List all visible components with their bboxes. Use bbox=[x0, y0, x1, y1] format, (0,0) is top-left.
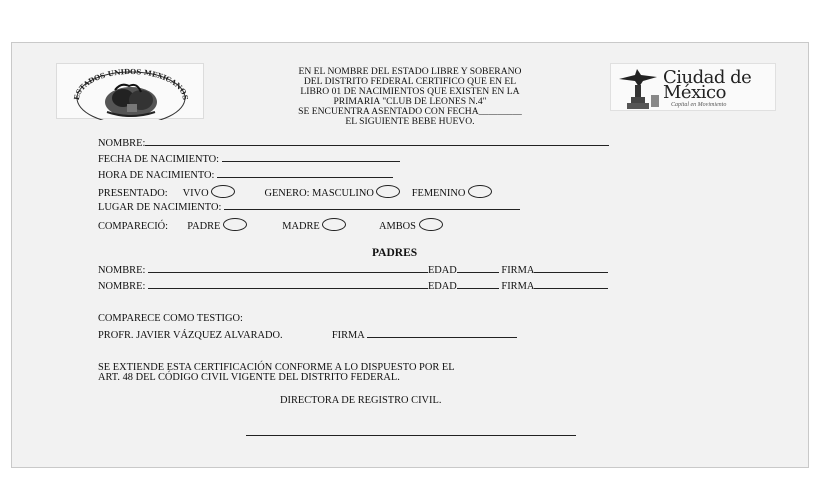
padre-label: PADRE bbox=[187, 221, 221, 232]
testigo-firma-field[interactable] bbox=[367, 329, 517, 338]
lugar-row bbox=[98, 201, 520, 214]
header-line: EL SIGUIENTE BEBE HUEVO. bbox=[345, 116, 475, 127]
femenino-radio[interactable] bbox=[468, 185, 492, 198]
lugar-label: LUGAR DE NACIMIENTO: bbox=[98, 202, 222, 213]
padre-nombre-label: NOMBRE: bbox=[98, 265, 146, 276]
header-line: DEL DISTRITO FEDERAL CERTIFICO QUE EN EL bbox=[303, 76, 517, 87]
padre-nombre-row-1 bbox=[98, 264, 608, 277]
edad-label: EDAD bbox=[427, 281, 457, 292]
firma-field[interactable] bbox=[534, 264, 608, 273]
padres-title: PADRES bbox=[372, 247, 418, 259]
testigo-firma-label: FIRMA bbox=[331, 330, 365, 341]
ciudad-de-mexico-logo bbox=[610, 63, 776, 111]
fecha-field[interactable] bbox=[222, 153, 400, 162]
vivo-radio[interactable] bbox=[211, 185, 235, 198]
svg-text:ESTADOS UNIDOS MEXICANOS: ESTADOS UNIDOS MEXICANOS bbox=[71, 66, 191, 101]
header-line: LIBRO 01 DE NACIMIENTOS QUE EXISTEN EN LA bbox=[300, 86, 520, 97]
testigo-name: PROFR. JAVIER VÁZQUEZ ALVARADO. bbox=[98, 330, 283, 341]
certification-line-2: ART. 48 DEL CÓDIGO CIVIL VIGENTE DEL DISTRITO FEDERAL. bbox=[98, 372, 400, 383]
signer-title: DIRECTORA DE REGISTRO CIVIL. bbox=[280, 395, 442, 406]
lugar-field[interactable] bbox=[224, 201, 520, 210]
comparecio-row bbox=[98, 218, 443, 233]
presentado-row bbox=[98, 185, 492, 200]
vivo-label: VIVO bbox=[182, 188, 209, 199]
edad-field[interactable] bbox=[457, 264, 499, 273]
certificate-sheet bbox=[11, 42, 809, 468]
testigo-label: COMPARECE COMO TESTIGO: bbox=[98, 313, 243, 324]
femenino-label: FEMENINO bbox=[411, 188, 466, 199]
padre-radio[interactable] bbox=[223, 218, 247, 231]
padre-nombre-field[interactable] bbox=[148, 264, 428, 273]
header-line: EN EL NOMBRE DEL ESTADO LIBRE Y SOBERANO bbox=[298, 66, 522, 77]
nombre-row bbox=[98, 137, 609, 150]
nombre-label: NOMBRE: bbox=[98, 138, 146, 149]
madre-nombre-field[interactable] bbox=[148, 280, 428, 289]
testigo-row bbox=[98, 329, 517, 342]
cdmx-tagline: Capital en Movimiento bbox=[671, 102, 727, 108]
hora-field[interactable] bbox=[217, 169, 393, 178]
madre-nombre-label: NOMBRE: bbox=[98, 281, 146, 292]
eagle-seal-icon bbox=[57, 64, 205, 120]
comparecio-label: COMPARECIÓ: bbox=[98, 221, 169, 232]
ambos-label: AMBOS bbox=[379, 221, 416, 232]
ambos-radio[interactable] bbox=[419, 218, 443, 231]
nombre-field[interactable] bbox=[145, 137, 609, 146]
hora-label: HORA DE NACIMIENTO: bbox=[98, 170, 215, 181]
signature-line[interactable] bbox=[246, 435, 576, 436]
fecha-label: FECHA DE NACIMIENTO: bbox=[98, 154, 220, 165]
madre-label: MADRE bbox=[282, 221, 320, 232]
fecha-row bbox=[98, 153, 400, 166]
genero-label: GENERO: MASCULINO bbox=[264, 188, 374, 199]
masculino-radio[interactable] bbox=[376, 185, 400, 198]
firma-label: FIRMA bbox=[501, 265, 535, 276]
edad-label: EDAD bbox=[427, 265, 457, 276]
mexico-seal-logo bbox=[56, 63, 204, 119]
cdmx-logo-text: Ciudad de México bbox=[663, 67, 752, 103]
certification-line-1: SE EXTIENDE ESTA CERTIFICACIÓN CONFORME A LO DISPUESTO POR EL bbox=[98, 362, 455, 373]
madre-radio[interactable] bbox=[322, 218, 346, 231]
firma-label: FIRMA bbox=[501, 281, 535, 292]
presentado-label: PRESENTADO: bbox=[98, 188, 168, 199]
header-line: PRIMARIA "CLUB DE LEONES N.4" bbox=[333, 96, 487, 107]
angel-monument-icon bbox=[613, 65, 663, 111]
header-line: SE ENCUENTRA ASENTADO CON FECHA_________ bbox=[298, 106, 522, 117]
hora-row bbox=[98, 169, 393, 182]
padre-nombre-row-2 bbox=[98, 280, 608, 293]
edad-field[interactable] bbox=[457, 280, 499, 289]
certificate-header bbox=[222, 67, 598, 127]
firma-field[interactable] bbox=[534, 280, 608, 289]
